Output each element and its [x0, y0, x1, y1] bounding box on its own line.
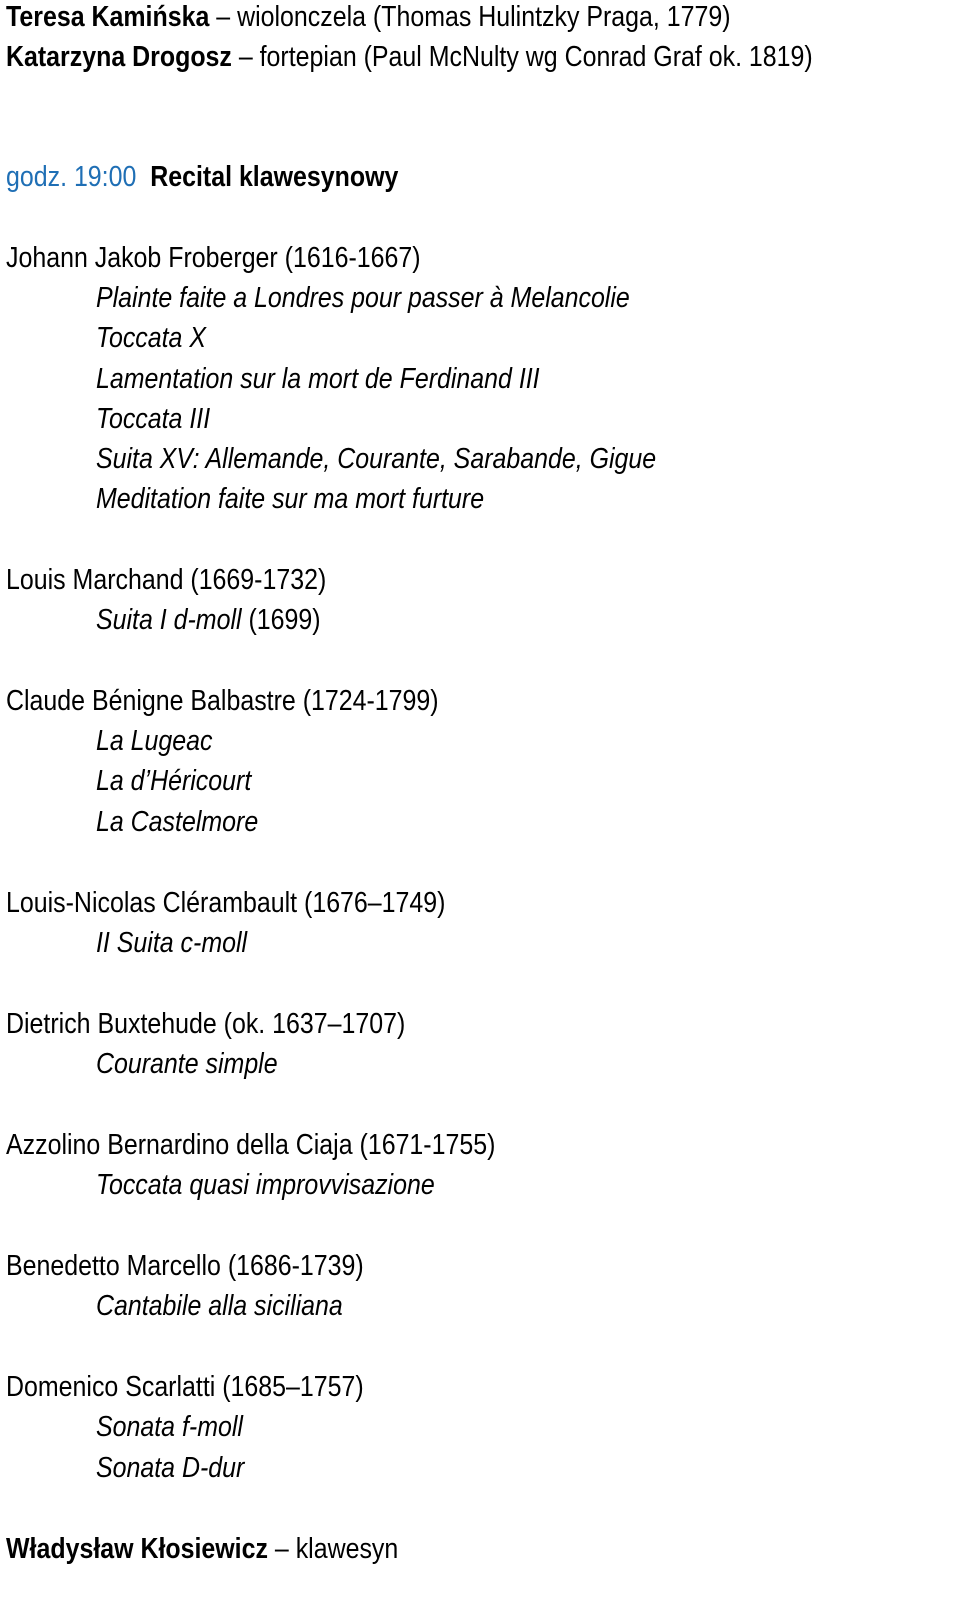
work-title: Toccata III	[96, 403, 211, 435]
composer-name: Johann Jakob Froberger (1616-1667)	[6, 242, 421, 274]
work-title: Toccata quasi improvvisazione	[96, 1169, 435, 1201]
work-title-italic: Suita I d-moll	[96, 604, 242, 636]
work-title: Lamentation sur la mort de Ferdinand III	[96, 363, 540, 395]
work-title	[96, 603, 321, 637]
composer-name: Claude Bénigne Balbastre (1724-1799)	[6, 685, 439, 717]
event-heading	[6, 160, 398, 194]
performer-name: Katarzyna Drogosz	[6, 41, 232, 73]
performer-line-footer	[6, 1532, 398, 1566]
composer-name: Louis-Nicolas Clérambault (1676–1749)	[6, 887, 446, 919]
composer-name: Benedetto Marcello (1686-1739)	[6, 1250, 364, 1282]
performer-role: – fortepian (Paul McNulty wg Conrad Graf ok. 1819)	[231, 41, 813, 73]
performer-role: – wiolonczela (Thomas Hulintzky Praga, 1779)	[209, 1, 731, 33]
work-title: Plainte faite a Londres pour passer à Melancolie	[96, 282, 630, 314]
work-title: La Castelmore	[96, 806, 259, 838]
event-title: Recital klawesynowy	[150, 161, 399, 193]
work-title: II Suita c-moll	[96, 927, 248, 959]
work-title: Sonata D-dur	[96, 1452, 245, 1484]
event-time: godz. 19:00	[6, 161, 137, 193]
work-title: Toccata X	[96, 322, 206, 354]
performer-line-1	[6, 0, 731, 34]
work-title: Suita XV: Allemande, Courante, Sarabande, Gigue	[96, 443, 657, 475]
work-title: La d’Héricourt	[96, 765, 252, 797]
performer-line-2	[6, 40, 813, 74]
work-title: Courante simple	[96, 1048, 278, 1080]
performer-name: Teresa Kamińska	[6, 1, 210, 33]
work-title: Meditation faite sur ma mort furture	[96, 483, 485, 515]
performer-name: Władysław Kłosiewicz	[6, 1533, 268, 1565]
work-title: Sonata f-moll	[96, 1411, 243, 1443]
composer-name: Domenico Scarlatti (1685–1757)	[6, 1371, 364, 1403]
composer-name: Azzolino Bernardino della Ciaja (1671-1755)	[6, 1129, 496, 1161]
work-year: (1699)	[241, 604, 321, 636]
work-title: La Lugeac	[96, 725, 213, 757]
work-title: Cantabile alla siciliana	[96, 1290, 343, 1322]
composer-name: Dietrich Buxtehude (ok. 1637–1707)	[6, 1008, 406, 1040]
performer-role: – klawesyn	[267, 1533, 399, 1565]
composer-name: Louis Marchand (1669-1732)	[6, 564, 327, 596]
